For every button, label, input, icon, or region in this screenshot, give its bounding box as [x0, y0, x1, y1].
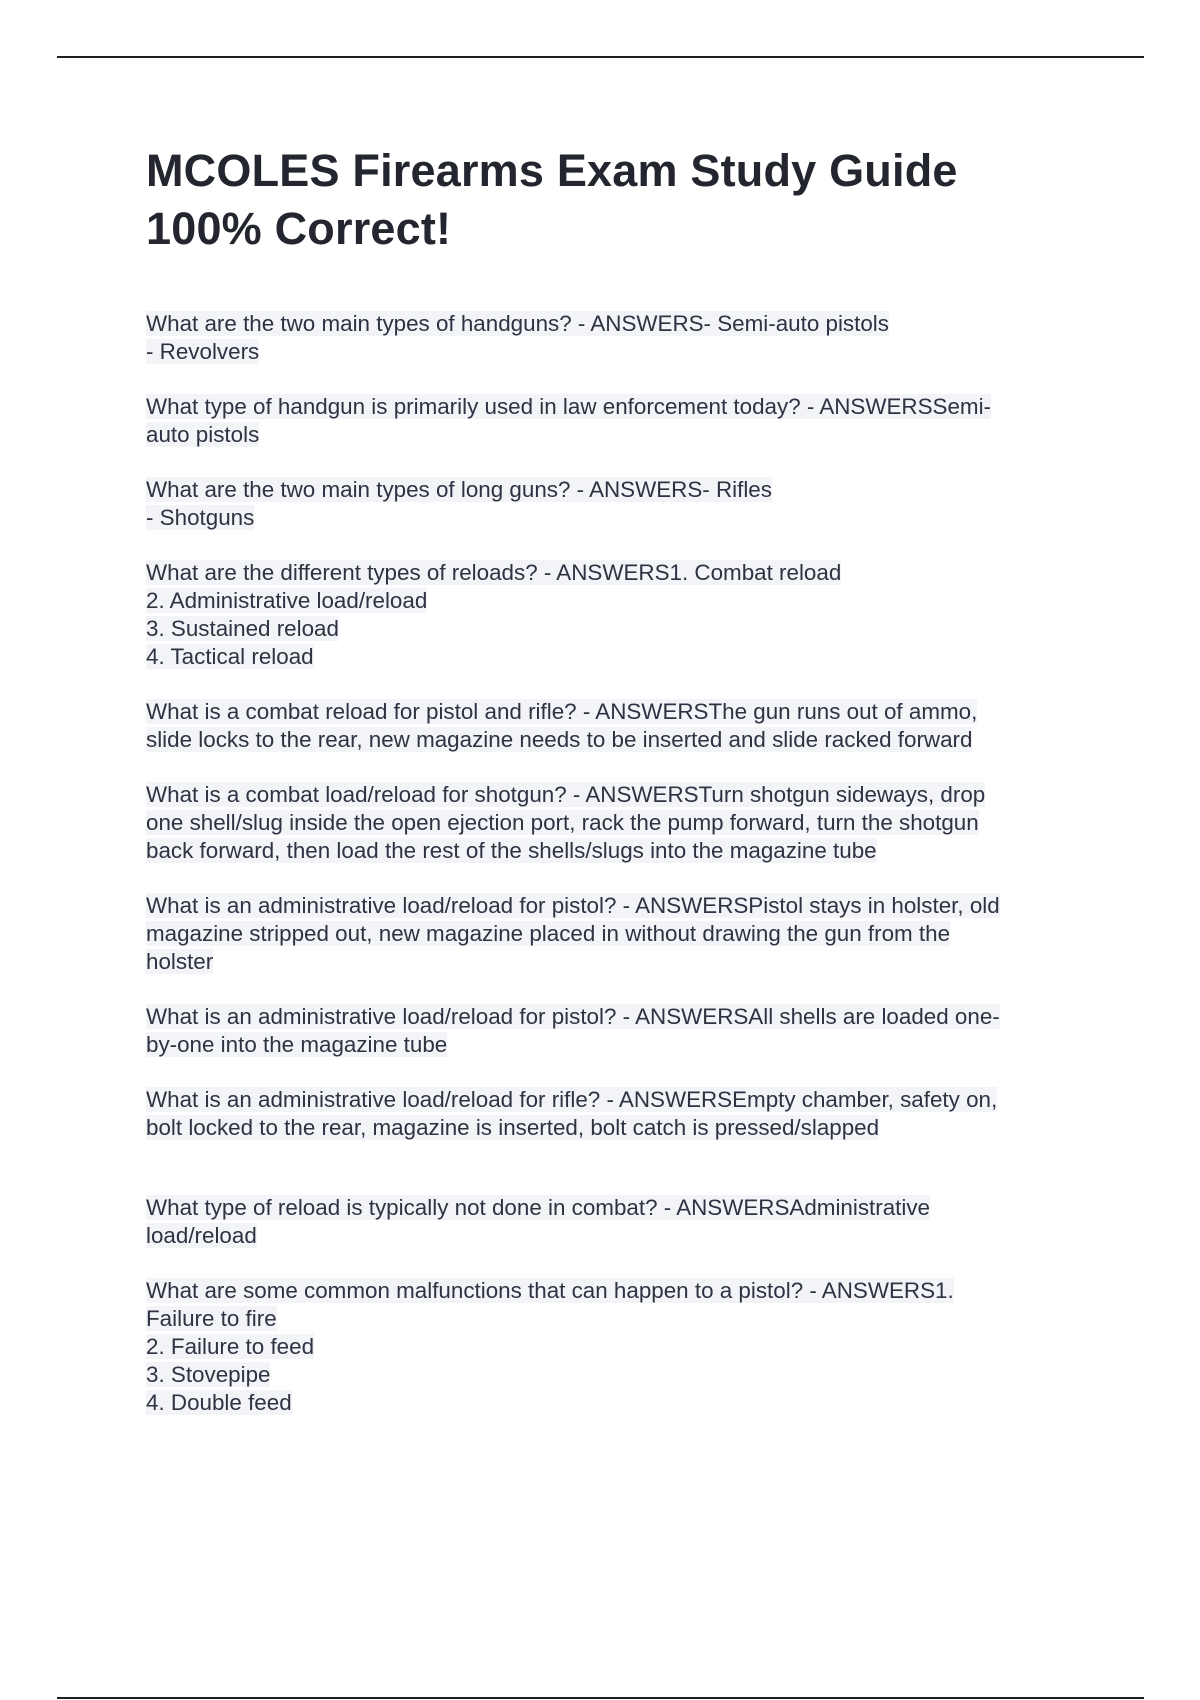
qa-line: 4. Tactical reload [146, 644, 314, 669]
title-line-2: 100% Correct! [146, 203, 452, 254]
qa-item-8 [146, 1003, 1086, 1059]
qa-line: 2. Failure to feed [146, 1334, 315, 1359]
qa-list [146, 310, 1086, 1417]
qa-line: What are the two main types of handguns? - ANSWERS- Semi-auto pistols [146, 311, 889, 336]
qa-line: What are the two main types of long guns? - ANSWERS- Rifles [146, 477, 772, 502]
qa-line: What is an administrative load/reload for pistol? - ANSWERSAll shells are loaded one- [146, 1004, 1000, 1029]
qa-item-11 [146, 1277, 1086, 1417]
top-rule [57, 56, 1144, 58]
qa-item-2 [146, 393, 1086, 449]
qa-line: slide locks to the rear, new magazine needs to be inserted and slide racked forward [146, 727, 973, 752]
qa-line: What is a combat reload for pistol and rifle? - ANSWERSThe gun runs out of ammo, [146, 699, 978, 724]
qa-line: bolt locked to the rear, magazine is inserted, bolt catch is pressed/slapped [146, 1115, 880, 1140]
qa-item-6 [146, 781, 1086, 865]
qa-line: What are some common malfunctions that can happen to a pistol? - ANSWERS1. [146, 1278, 954, 1303]
qa-line: 2. Administrative load/reload [146, 588, 428, 613]
qa-line: What is a combat load/reload for shotgun? - ANSWERSTurn shotgun sideways, drop [146, 782, 986, 807]
qa-line: 3. Stovepipe [146, 1362, 271, 1387]
qa-line: back forward, then load the rest of the shells/slugs into the magazine tube [146, 838, 877, 863]
qa-line: What type of handgun is primarily used in law enforcement today? - ANSWERSSemi- [146, 394, 991, 419]
qa-line: What is an administrative load/reload for pistol? - ANSWERSPistol stays in holster, old [146, 893, 1000, 918]
document-title [146, 142, 1086, 258]
qa-line: magazine stripped out, new magazine placed in without drawing the gun from the [146, 921, 951, 946]
qa-line: What is an administrative load/reload for rifle? - ANSWERSEmpty chamber, safety on, [146, 1087, 998, 1112]
qa-line: 3. Sustained reload [146, 616, 339, 641]
qa-line: 4. Double feed [146, 1390, 292, 1415]
document-body [146, 142, 1086, 1444]
bottom-rule [57, 1697, 1144, 1699]
qa-line: by-one into the magazine tube [146, 1032, 448, 1057]
qa-item-1 [146, 310, 1086, 366]
qa-item-3 [146, 476, 1086, 532]
qa-line: - Shotguns [146, 505, 255, 530]
qa-item-5 [146, 698, 1086, 754]
qa-line: load/reload [146, 1223, 257, 1248]
qa-line: one shell/slug inside the open ejection port, rack the pump forward, turn the shotgun [146, 810, 979, 835]
qa-line: What are the different types of reloads? - ANSWERS1. Combat reload [146, 560, 842, 585]
qa-line: auto pistols [146, 422, 260, 447]
qa-item-4 [146, 559, 1086, 671]
qa-line: - Revolvers [146, 339, 260, 364]
qa-line: holster [146, 949, 214, 974]
qa-item-7 [146, 892, 1086, 976]
qa-item-10 [146, 1194, 1086, 1250]
qa-line: What type of reload is typically not done in combat? - ANSWERSAdministrative [146, 1195, 931, 1220]
qa-line: Failure to fire [146, 1306, 277, 1331]
qa-item-9 [146, 1086, 1086, 1142]
title-line-1: MCOLES Firearms Exam Study Guide [146, 145, 958, 196]
